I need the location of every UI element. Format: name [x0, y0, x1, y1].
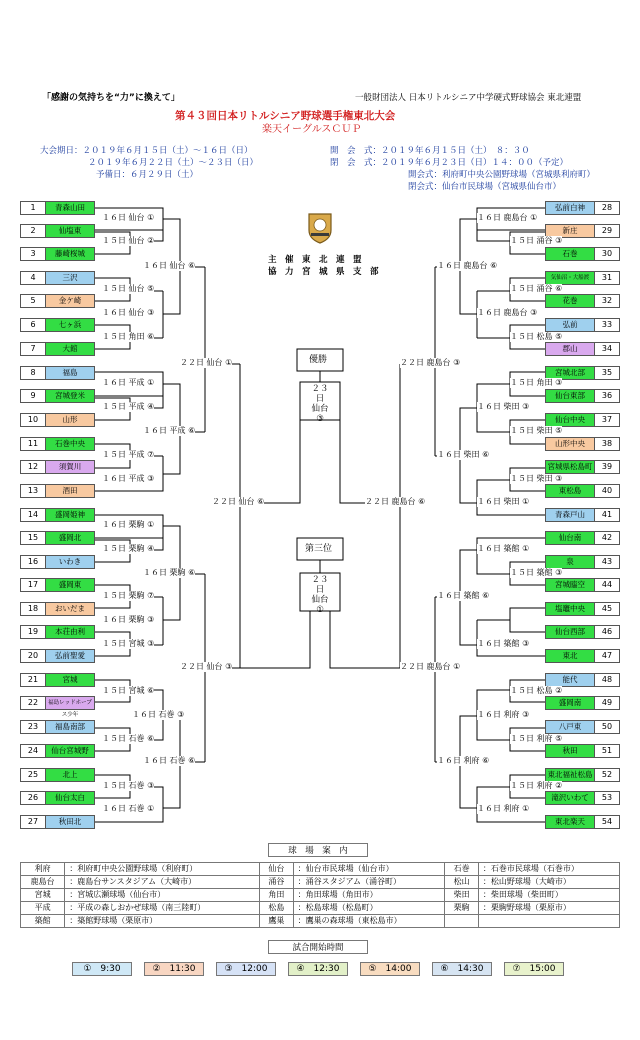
team-name: 山形: [46, 414, 94, 426]
right-match-label: １６日 柴田 ①: [477, 497, 530, 506]
start-time-slot: ③ 12:00: [216, 962, 276, 976]
right-match-label: １５日 柴田 ③: [510, 474, 563, 483]
final-label: 優勝: [309, 355, 328, 365]
right-match-label: １６日 柴田 ⑥: [437, 450, 490, 459]
team-row: [20, 768, 95, 782]
team-row: [20, 389, 95, 403]
venue-name: ：築館野球場（栗原市）: [65, 915, 260, 928]
team-seed-number: 53: [594, 792, 619, 804]
team-name: 滝沢いわて: [546, 792, 594, 804]
left-match-label: １５日 平成 ④: [102, 402, 155, 411]
slogan: 「感謝の気持ちを“力”に換えて」: [42, 93, 180, 103]
left-match-label: ２２日 仙台 ⑥: [212, 497, 265, 506]
team-name: 東北: [546, 650, 594, 662]
team-seed-number: 42: [594, 532, 619, 544]
team-seed-number: 21: [21, 674, 46, 686]
tournament-title: 第４３回日本リトルシニア野球選手権東北大会: [175, 110, 396, 122]
team-seed-number: 31: [594, 272, 619, 284]
team-name: 宮城臨空: [546, 579, 594, 591]
right-match-label: １６日 鹿島台 ①: [477, 213, 538, 222]
team-row: [545, 531, 620, 545]
venue-row: [21, 915, 620, 928]
team-name: 須賀川: [46, 461, 94, 473]
right-match-label: １５日 涌谷 ⑥: [510, 284, 563, 293]
team-seed-number: 48: [594, 674, 619, 686]
third-day-suffix: 日: [315, 585, 325, 595]
right-match-label: ２２日 鹿島台 ①: [400, 662, 461, 671]
team-name: 金ケ崎: [46, 295, 94, 307]
team-name: 弘前: [546, 319, 594, 331]
team-name: 盛岡北: [46, 532, 94, 544]
right-match-label: １６日 利府 ①: [477, 804, 530, 813]
team-row: [20, 744, 95, 758]
organizer: 一般財団法人 日本リトルシニア中学硬式野球協会 東北連盟: [355, 93, 582, 103]
team-name: 東北楽天: [546, 816, 594, 828]
team-seed-number: 20: [21, 650, 46, 662]
venue-code: 利府: [21, 863, 65, 876]
team-name: 七ヶ浜: [46, 319, 94, 331]
team-row: [20, 294, 95, 308]
team-seed-number: 54: [594, 816, 619, 828]
team-row: [20, 224, 95, 238]
team-seed-number: 27: [21, 816, 46, 828]
team-name: 東北福祉松島: [547, 770, 593, 779]
venue-code: 宮城: [21, 889, 65, 902]
team-name: 盛岡東: [46, 579, 94, 591]
opening-ceremony: 開 会 式：２０１９年６月１５日（土） ８：３０: [330, 146, 530, 156]
team-row: [20, 531, 95, 545]
team-row: [20, 437, 95, 451]
team-seed-number: 1: [21, 202, 46, 214]
team-name: 北上: [46, 769, 94, 781]
team-row: [20, 413, 95, 427]
team-seed-number: 2: [21, 225, 46, 237]
final-match: [302, 384, 338, 424]
team-row: [545, 389, 620, 403]
sponsor-line-2: 協 力 宮 城 県 支 部: [268, 267, 379, 277]
team-row: [20, 271, 95, 285]
venue-row: [21, 876, 620, 889]
team-name: 塩竈中央: [546, 603, 594, 615]
team-name: 盛岡姫神: [46, 509, 94, 521]
date-line-2: ２０１９年６月２２日（土）～２３日（日）: [88, 158, 259, 168]
team-row: [20, 602, 95, 616]
team-seed-number: 12: [21, 461, 46, 473]
team-name: 青森戸山: [546, 509, 594, 521]
team-seed-number: 35: [594, 367, 619, 379]
venue-name: ：柴田球場（柴田町）: [478, 889, 619, 902]
team-row: [20, 366, 95, 380]
team-seed-number: 10: [21, 414, 46, 426]
opening-venue: 開会式：利府町中央公園野球場（宮城県利府町）: [408, 170, 596, 180]
start-time-title: 試合開始時間: [268, 940, 368, 954]
right-match-label: １６日 築館 ⑥: [437, 591, 490, 600]
left-match-label: １６日 平成 ⑥: [143, 426, 196, 435]
start-time-slot: ② 11:30: [144, 962, 204, 976]
right-match-label: １５日 松島 ⑤: [510, 332, 563, 341]
team-name: 仙台中央: [546, 414, 594, 426]
third-slot: ①: [316, 605, 324, 615]
right-match-label: １６日 柴田 ③: [477, 402, 530, 411]
team-row: [20, 508, 95, 522]
venue-name: ：鷹巣の森球場（東松島市）: [293, 915, 445, 928]
right-match-label: １５日 角田 ③: [510, 378, 563, 387]
team-row: [545, 484, 620, 498]
team-name: 新庄: [546, 225, 594, 237]
left-match-label: １５日 石巻 ⑥: [102, 734, 155, 743]
team-seed-number: 41: [594, 509, 619, 521]
team-name: 仙台西部: [546, 626, 594, 638]
tournament-subtitle: 楽天イーグルスＣＵＰ: [262, 124, 362, 135]
team-row: [20, 555, 95, 569]
left-match-label: １６日 石巻 ③: [132, 710, 185, 719]
team-seed-number: 30: [594, 248, 619, 260]
team-name: 能代: [546, 674, 594, 686]
team-row: [20, 318, 95, 332]
date-line-3: 予備日：６月２９日（土）: [96, 170, 199, 180]
left-match-label: １５日 仙台 ⑤: [102, 284, 155, 293]
team-row: [20, 673, 95, 687]
team-seed-number: 8: [21, 367, 46, 379]
right-match-label: １６日 鹿島台 ③: [477, 308, 538, 317]
venue-row: [21, 889, 620, 902]
team-name: 大館: [46, 343, 94, 355]
venue-row: [21, 902, 620, 915]
final-slot: ③: [316, 414, 324, 424]
venue-name: ：鹿島台サンスタジアム（大崎市）: [65, 876, 260, 889]
venue-code: 栗駒: [445, 902, 479, 915]
venue-name: ：涌谷スタジアム（涌谷町）: [293, 876, 445, 889]
team-row: [545, 318, 620, 332]
team-row: [545, 744, 620, 758]
start-time-slot: ⑥ 14:30: [432, 962, 492, 976]
team-seed-number: 39: [594, 461, 619, 473]
start-time-slot: ① 9:30: [72, 962, 132, 976]
venue-guide-title: 球 場 案 内: [268, 843, 368, 857]
team-row: [545, 815, 620, 829]
team-name: 石巻中央: [46, 438, 94, 450]
team-name: 石巻: [546, 248, 594, 260]
team-seed-number: 50: [594, 721, 619, 733]
team-name: 宮城県松島町: [547, 462, 593, 471]
team-name: 福島南部: [46, 721, 94, 733]
team-row: [545, 201, 620, 215]
right-match-label: １５日 柴田 ⑤: [510, 426, 563, 435]
closing-venue: 閉会式：仙台市民球場（宮城県仙台市）: [408, 182, 562, 192]
final-venue: 仙台: [311, 404, 329, 414]
team-seed-number: 18: [21, 603, 46, 615]
start-time-slot: ④ 12:30: [288, 962, 348, 976]
team-row: [545, 555, 620, 569]
left-match-label: １６日 平成 ①: [102, 378, 155, 387]
team-seed-number: 44: [594, 579, 619, 591]
team-row: [20, 342, 95, 356]
team-name: 仙台宮城野: [46, 745, 94, 757]
left-match-label: １５日 栗駒 ⑦: [102, 591, 155, 600]
team-row: [20, 247, 95, 261]
venue-code: 柴田: [445, 889, 479, 902]
team-row: [545, 460, 620, 474]
team-seed-number: 16: [21, 556, 46, 568]
team-name: 秋田: [546, 745, 594, 757]
right-match-label: １５日 利府 ②: [510, 781, 563, 790]
team-seed-number: 6: [21, 319, 46, 331]
team-row: [20, 791, 95, 805]
third-venue: 仙台: [311, 595, 329, 605]
venue-table: [20, 862, 620, 928]
team-seed-number: 3: [21, 248, 46, 260]
team-seed-number: 11: [21, 438, 46, 450]
team-seed-number: 24: [21, 745, 46, 757]
team-seed-number: 47: [594, 650, 619, 662]
team-seed-number: 37: [594, 414, 619, 426]
team-name: 仙台南: [546, 532, 594, 544]
right-match-label: １６日 利府 ⑥: [437, 756, 490, 765]
team-row: [20, 201, 95, 215]
team-seed-number: 28: [594, 202, 619, 214]
team-seed-number: 43: [594, 556, 619, 568]
team-seed-number: 7: [21, 343, 46, 355]
left-match-label: １６日 栗駒 ③: [102, 615, 155, 624]
right-match-label: １５日 利府 ⑤: [510, 734, 563, 743]
team-name: 福島レッドホープス少年: [46, 697, 94, 709]
team-row: [20, 625, 95, 639]
venue-name: ：松島球場（松島町）: [293, 902, 445, 915]
team-name: 酒田: [46, 485, 94, 497]
team-row: [545, 437, 620, 451]
team-name: 盛岡南: [546, 697, 594, 709]
team-seed-number: 25: [21, 769, 46, 781]
venue-code: 仙台: [260, 863, 294, 876]
team-seed-number: 14: [21, 509, 46, 521]
team-seed-number: 13: [21, 485, 46, 497]
third-place-match: [302, 575, 338, 615]
team-name: 弘前白神: [546, 202, 594, 214]
team-name: 宮城登米: [46, 390, 94, 402]
team-seed-number: 29: [594, 225, 619, 237]
venue-code: 涌谷: [260, 876, 294, 889]
team-row: [545, 294, 620, 308]
team-row: [545, 720, 620, 734]
venue-code: 石巻: [445, 863, 479, 876]
team-row: [545, 508, 620, 522]
team-row: [545, 696, 620, 710]
sponsor-line-1: 主 催 東 北 連 盟: [268, 255, 362, 265]
right-match-label: １６日 築館 ③: [477, 639, 530, 648]
team-seed-number: 17: [21, 579, 46, 591]
team-name: おいだま: [46, 603, 94, 615]
team-row: [545, 578, 620, 592]
venue-name: ：松山野球場（大崎市）: [478, 876, 619, 889]
left-match-label: １６日 石巻 ⑥: [143, 756, 196, 765]
left-match-label: １５日 宮城 ⑥: [102, 686, 155, 695]
team-row: [20, 720, 95, 734]
team-row: [545, 602, 620, 616]
right-match-label: １５日 涌谷 ③: [510, 236, 563, 245]
left-match-label: １５日 石巻 ③: [102, 781, 155, 790]
team-row: [545, 673, 620, 687]
team-name: 仙台太白: [46, 792, 94, 804]
team-name: 花巻: [546, 295, 594, 307]
left-match-label: １６日 平成 ③: [102, 474, 155, 483]
team-name: 青森山田: [46, 202, 94, 214]
venue-row: [21, 863, 620, 876]
team-row: [20, 815, 95, 829]
team-name: 本荘由利: [46, 626, 94, 638]
team-seed-number: 51: [594, 745, 619, 757]
left-match-label: １６日 仙台 ①: [102, 213, 155, 222]
closing-ceremony: 閉 会 式：２０１９年６月２３日（日）１４：００（予定）: [330, 158, 569, 168]
venue-name: ：角田球場（角田市）: [293, 889, 445, 902]
team-seed-number: 36: [594, 390, 619, 402]
left-match-label: １５日 栗駒 ④: [102, 544, 155, 553]
team-seed-number: 34: [594, 343, 619, 355]
team-name: 八戸東: [546, 721, 594, 733]
left-match-label: １５日 角田 ⑥: [102, 332, 155, 341]
team-name: 秋田北: [46, 816, 94, 828]
team-row: [20, 578, 95, 592]
team-name: 三沢: [46, 272, 94, 284]
venue-name: ：仙台市民球場（仙台市）: [293, 863, 445, 876]
team-name: 宮城: [46, 674, 94, 686]
team-seed-number: 33: [594, 319, 619, 331]
team-seed-number: 15: [21, 532, 46, 544]
team-row: [545, 649, 620, 663]
team-seed-number: 32: [594, 295, 619, 307]
team-name: 東松島: [546, 485, 594, 497]
right-match-label: １５日 築館 ③: [510, 568, 563, 577]
team-seed-number: 46: [594, 626, 619, 638]
date-line-1: 大会期日：２０１９年６月１５日（土）～１６日（日）: [40, 146, 253, 156]
team-name: 福島: [46, 367, 94, 379]
left-match-label: １５日 平成 ⑦: [102, 450, 155, 459]
team-row: [20, 696, 95, 718]
team-name: 郡山: [546, 343, 594, 355]
team-row: [545, 625, 620, 639]
final-day-suffix: 日: [315, 394, 325, 404]
right-match-label: １５日 松島 ②: [510, 686, 563, 695]
left-match-label: ２２日 仙台 ③: [180, 662, 233, 671]
team-row: [545, 247, 620, 261]
start-time-slot: ⑤ 14:00: [360, 962, 420, 976]
team-name: 気仙沼・大船渡: [546, 272, 594, 284]
team-name: 宮城北部: [546, 367, 594, 379]
venue-code: 鷹巣: [260, 915, 294, 928]
venue-name: ：石巻市民球場（石巻市）: [478, 863, 619, 876]
right-match-label: １６日 利府 ③: [477, 710, 530, 719]
team-name: 仙台東部: [546, 390, 594, 402]
venue-name: ：栗駒野球場（栗原市）: [478, 902, 619, 915]
venue-code: [445, 915, 479, 928]
left-match-label: １６日 栗駒 ⑥: [143, 568, 196, 577]
venue-code: 松山: [445, 876, 479, 889]
team-row: [545, 791, 620, 805]
final-day: ２３: [311, 384, 329, 394]
venue-name: [478, 915, 619, 928]
team-name: 弘前聖愛: [46, 650, 94, 662]
left-match-label: １６日 仙台 ⑥: [143, 261, 196, 270]
left-match-label: １６日 仙台 ③: [102, 308, 155, 317]
venue-code: 松島: [260, 902, 294, 915]
team-seed-number: 22: [21, 697, 46, 709]
venue-code: 築館: [21, 915, 65, 928]
team-seed-number: 4: [21, 272, 46, 284]
right-match-label: ２２日 鹿島台 ③: [400, 358, 461, 367]
team-seed-number: 19: [21, 626, 46, 638]
team-seed-number: 26: [21, 792, 46, 804]
third-day: ２３: [311, 575, 329, 585]
team-name: 山形中央: [546, 438, 594, 450]
venue-code: 角田: [260, 889, 294, 902]
team-seed-number: 38: [594, 438, 619, 450]
left-match-label: １５日 宮城 ③: [102, 639, 155, 648]
right-match-label: ２２日 鹿島台 ⑥: [365, 497, 426, 506]
team-name: 仙塩東: [46, 225, 94, 237]
team-row: [545, 342, 620, 356]
venue-name: ：利府町中央公園野球場（利府町）: [65, 863, 260, 876]
team-name: いわき: [46, 556, 94, 568]
team-seed-number: 23: [21, 721, 46, 733]
team-seed-number: 40: [594, 485, 619, 497]
team-name: 藤崎桜城: [46, 248, 94, 260]
venue-code: 鹿島台: [21, 876, 65, 889]
left-match-label: １５日 仙台 ②: [102, 236, 155, 245]
start-time-slot: ⑦ 15:00: [504, 962, 564, 976]
team-row: [20, 484, 95, 498]
left-match-label: １６日 栗駒 ①: [102, 520, 155, 529]
venue-name: ：宮城広瀬球場（仙台市）: [65, 889, 260, 902]
team-seed-number: 9: [21, 390, 46, 402]
team-seed-number: 52: [594, 769, 619, 781]
team-name: 泉: [546, 556, 594, 568]
team-seed-number: 45: [594, 603, 619, 615]
right-match-label: １６日 鹿島台 ⑥: [437, 261, 498, 270]
left-match-label: １６日 石巻 ①: [102, 804, 155, 813]
team-seed-number: 49: [594, 697, 619, 709]
venue-name: ：平成の森しおかぜ球場（南三陸町）: [65, 902, 260, 915]
team-row: [20, 460, 95, 474]
team-seed-number: 5: [21, 295, 46, 307]
team-row: [20, 649, 95, 663]
left-match-label: ２２日 仙台 ①: [180, 358, 233, 367]
venue-code: 平成: [21, 902, 65, 915]
right-match-label: １６日 築館 ①: [477, 544, 530, 553]
team-row: [545, 768, 620, 782]
team-row: [545, 413, 620, 427]
team-row: [545, 271, 620, 285]
third-place-label: 第三位: [305, 544, 333, 554]
